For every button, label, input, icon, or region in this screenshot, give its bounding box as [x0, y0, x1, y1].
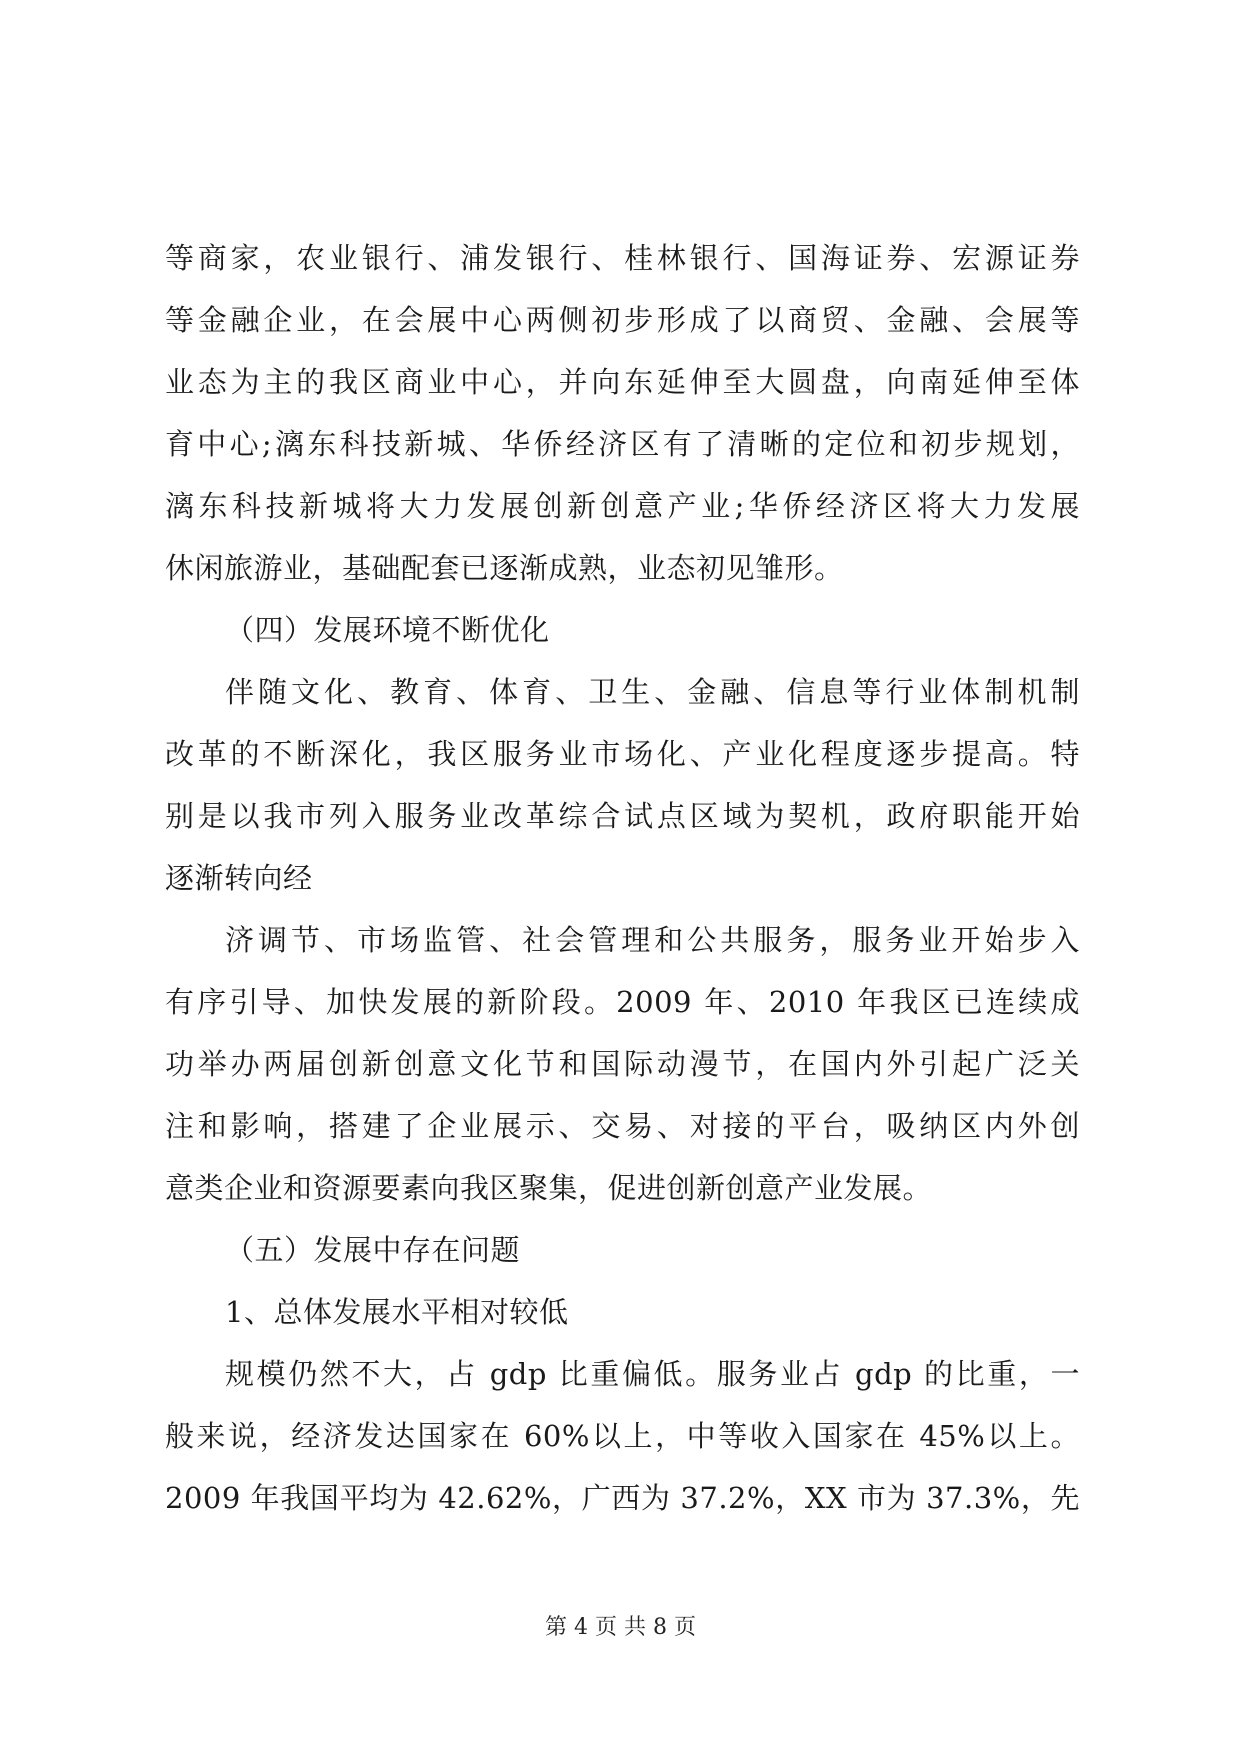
- text-line: 别是以我市列入服务业改革综合试点区域为契机，政府职能开始: [165, 799, 1080, 833]
- text-line: 逐渐转向经: [165, 861, 313, 895]
- text-line: 意类企业和资源要素向我区聚集，促进创新创意产业发展。: [165, 1171, 933, 1205]
- text-line: 育中心;漓东科技新城、华侨经济区有了清晰的定位和初步规划，: [165, 427, 1080, 461]
- subsection-heading: 1、总体发展水平相对较低: [225, 1295, 569, 1329]
- text-line: 等商家，农业银行、浦发银行、桂林银行、国海证券、宏源证券: [165, 241, 1080, 275]
- text-line: 般来说，经济发达国家在 60%以上，中等收入国家在 45%以上。: [165, 1419, 1080, 1453]
- page-footer: 第 4 页 共 8 页: [545, 1615, 696, 1640]
- section-heading: （五）发展中存在问题: [225, 1233, 521, 1267]
- text-line: 休闲旅游业，基础配套已逐渐成熟，业态初见雏形。: [165, 551, 844, 585]
- text-line: 等金融企业，在会展中心两侧初步形成了以商贸、金融、会展等: [165, 303, 1080, 337]
- text-line: 规模仍然不大，占 gdp 比重偏低。服务业占 gdp 的比重，一: [225, 1357, 1080, 1391]
- document-body: [165, 227, 1080, 1529]
- text-line: 2009 年我国平均为 42.62%，广西为 37.2%，XX 市为 37.3%，先: [165, 1481, 1080, 1515]
- text-line: 伴随文化、教育、体育、卫生、金融、信息等行业体制机制: [225, 675, 1080, 709]
- text-line: 改革的不断深化，我区服务业市场化、产业化程度逐步提高。特: [165, 737, 1080, 771]
- text-line: 功举办两届创新创意文化节和国际动漫节，在国内外引起广泛关: [165, 1047, 1080, 1081]
- section-heading: （四）发展环境不断优化: [225, 613, 550, 647]
- text-line: 业态为主的我区商业中心，并向东延伸至大圆盘，向南延伸至体: [165, 365, 1080, 399]
- text-line: 漓东科技新城将大力发展创新创意产业;华侨经济区将大力发展: [165, 489, 1080, 523]
- text-line: 注和影响，搭建了企业展示、交易、对接的平台，吸纳区内外创: [165, 1109, 1080, 1143]
- text-line: 济调节、市场监管、社会管理和公共服务，服务业开始步入: [225, 923, 1080, 957]
- text-line: 有序引导、加快发展的新阶段。2009 年、2010 年我区已连续成: [165, 985, 1080, 1019]
